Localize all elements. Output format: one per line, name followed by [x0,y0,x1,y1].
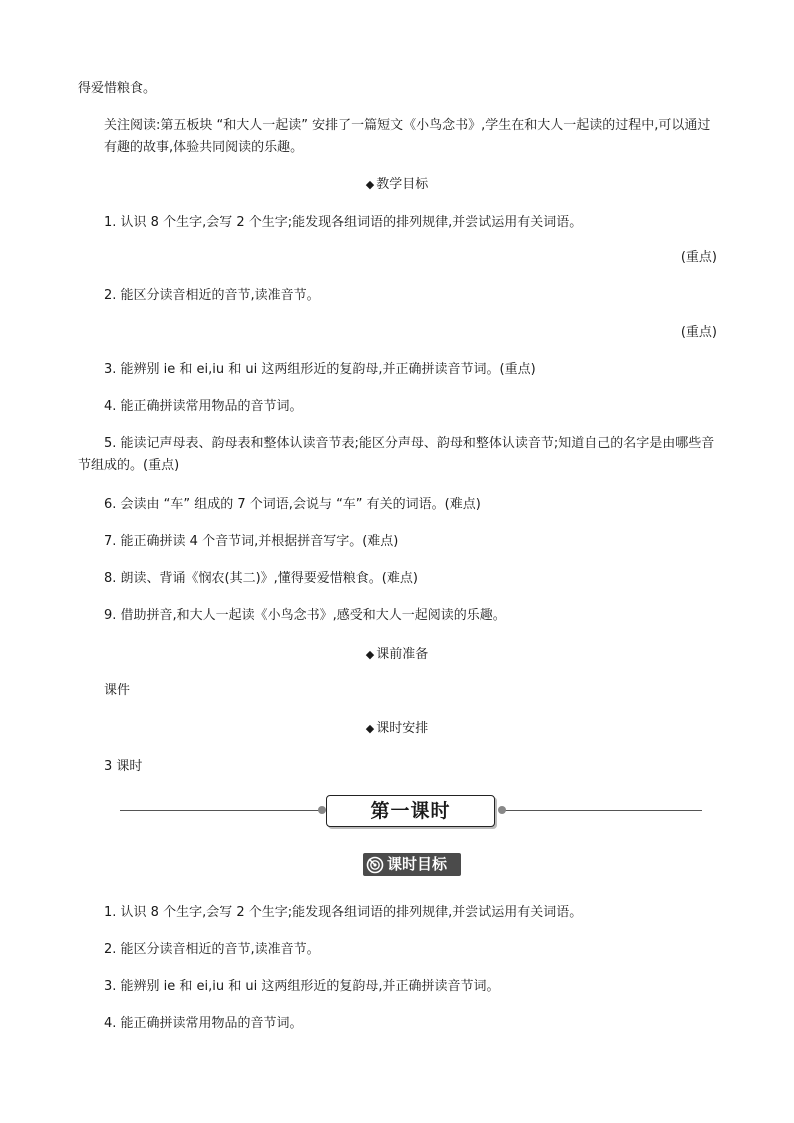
lesson-goals-tag-text: 课时目标 [387,855,448,873]
prep-text: 课件 [104,683,131,698]
lesson-goal-item: 3. 能辨别 ie 和 ei,iu 和 ui 这两组形近的复韵母,并正确拼读音节词。 [104,979,500,994]
lesson-goal-item: 4. 能正确拼读常用物品的音节词。 [104,1016,303,1031]
diamond-icon: ◆ [365,648,375,661]
divider-right [504,810,702,811]
lesson-title: 第一课时 [326,795,495,827]
goal-tag-key: (重点) [680,250,717,265]
schedule-heading [0,718,794,740]
target-icon [366,856,384,874]
goal-item: 7. 能正确拼读 4 个音节词,并根据拼音写字。(难点) [104,534,399,549]
divider-dot-right [498,806,506,814]
lesson-goal-item: 2. 能区分读音相近的音节,读准音节。 [104,942,320,957]
lesson-goals-tag [363,853,461,876]
prep-heading [0,644,794,666]
goal-item: 3. 能辨别 ie 和 ei,iu 和 ui 这两组形近的复韵母,并正确拼读音节词。(重点) [104,362,536,377]
goal-item: 8. 朗读、背诵《悯农(其二)》,懂得要爱惜粮食。(难点) [104,571,418,586]
lesson-goal-item: 1. 认识 8 个生字,会写 2 个生字;能发现各组词语的排列规律,并尝试运用有关词语。 [104,905,583,920]
diamond-icon: ◆ [365,178,375,191]
goals-heading [0,174,794,196]
goal-item: 6. 会读由 “车” 组成的 7 个词语,会说与 “车” 有关的词语。(难点) [104,497,481,512]
goal-item: 5. 能读记声母表、韵母表和整体认读音节表;能区分声母、韵母和整体认读音节;知道自己的名字是由哪些音节组成的。(重点) [78,436,715,473]
divider-dot-left [318,806,326,814]
goal-item: 2. 能区分读音相近的音节,读准音节。 [104,288,320,303]
goal-item: 9. 借助拼音,和大人一起读《小鸟念书》,感受和大人一起阅读的乐趣。 [104,608,506,623]
schedule-text: 3 课时 [104,759,143,774]
diamond-icon: ◆ [365,722,375,735]
goal-item: 4. 能正确拼读常用物品的音节词。 [104,399,303,414]
divider-left [120,810,324,811]
intro-continuation: 得爱惜粮食。 [78,81,157,96]
goal-tag-key: (重点) [680,325,717,340]
goals-heading-text: 教学目标 [376,177,429,192]
prep-heading-text: 课前准备 [376,647,429,662]
goal-item: 1. 认识 8 个生字,会写 2 个生字;能发现各组词语的排列规律,并尝试运用有关词语。 [104,215,583,230]
schedule-heading-text: 课时安排 [376,721,429,736]
intro-paragraph: 关注阅读:第五板块 “和大人一起读” 安排了一篇短文《小鸟念书》,学生在和大人一起读的过程中,可以通过有趣的故事,体验共同阅读的乐趣。 [104,118,711,155]
